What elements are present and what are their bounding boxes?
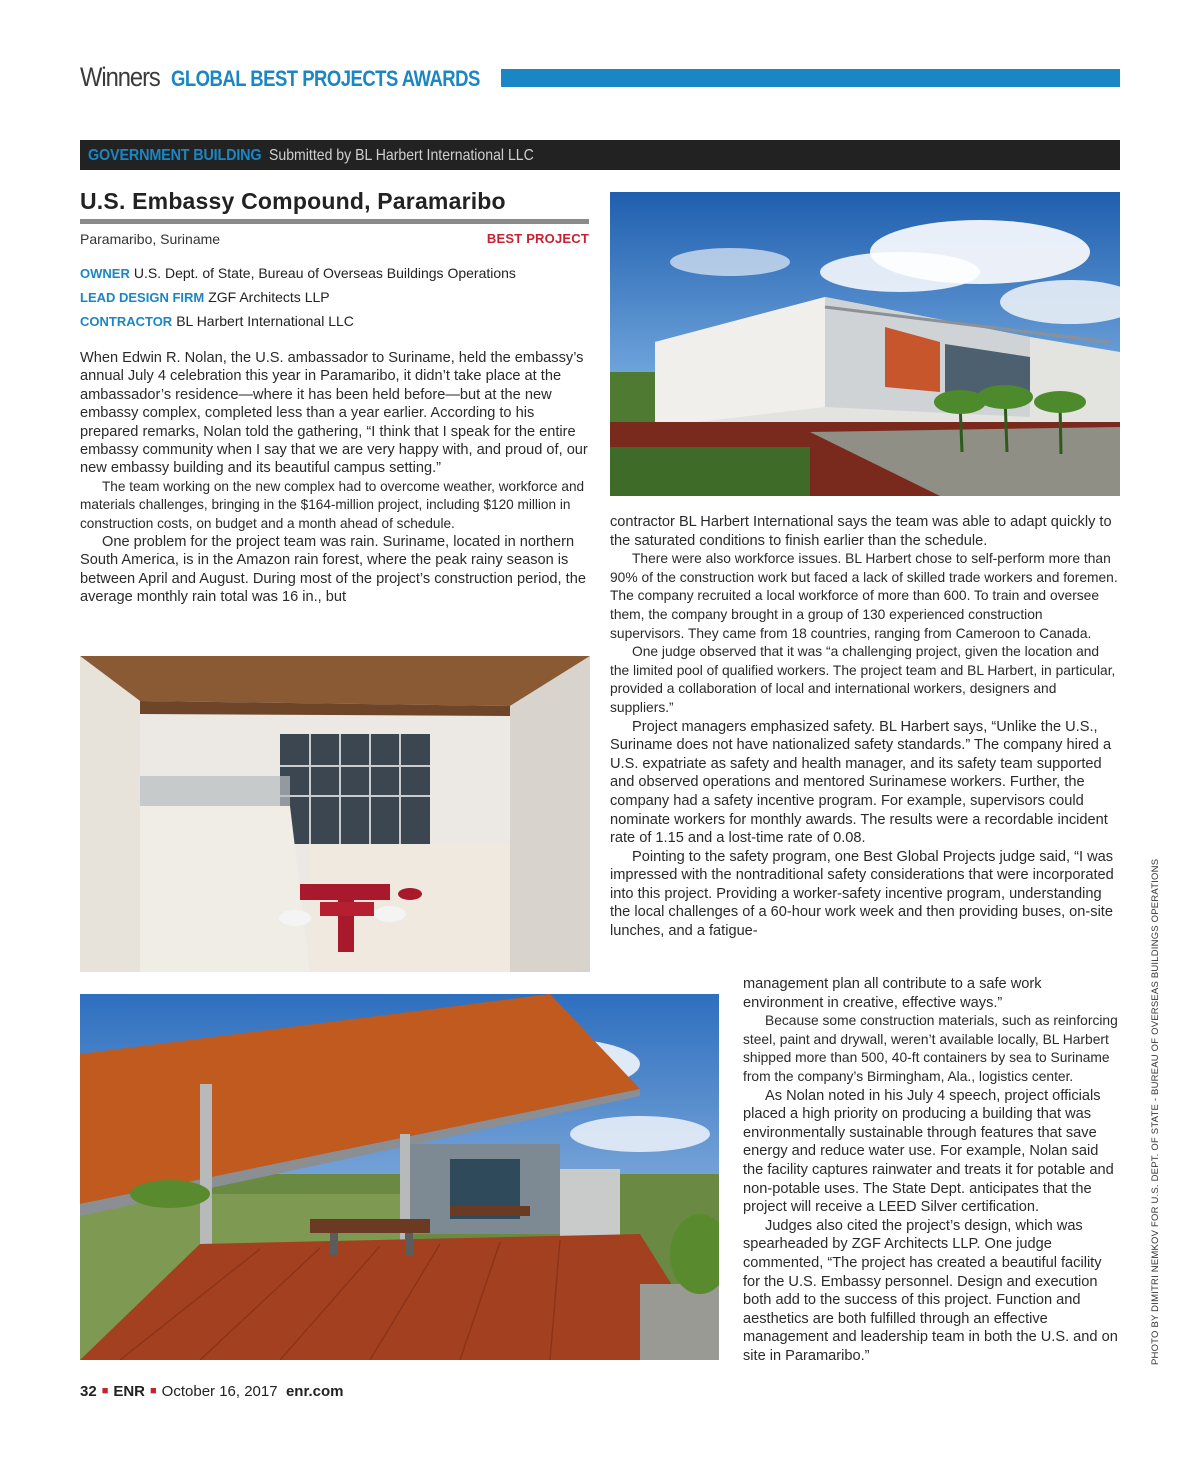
body-column-right-upper xyxy=(610,513,1120,941)
header-awards-title: GLOBAL BEST PROJECTS AWARDS xyxy=(171,66,480,91)
credit-owner xyxy=(80,265,516,281)
photo-atrium-interior xyxy=(80,656,590,972)
credit-value: BL Harbert International LLC xyxy=(176,313,354,329)
credit-label: OWNER xyxy=(80,266,130,281)
category-label: GOVERNMENT BUILDING xyxy=(88,147,262,164)
award-badge: BEST PROJECT xyxy=(486,231,589,246)
site-url[interactable]: enr.com xyxy=(285,1383,344,1400)
photo-embassy-exterior xyxy=(610,192,1120,496)
body-paragraph: One problem for the project team was rain. Suriname, located in northern South America, is in the Amazon rain forest, where the peak rainy season is between April and August. During most of the project’s construction period, the average monthly rain total was 16 in., but xyxy=(80,534,586,606)
issue-date: October 16, 2017 xyxy=(161,1383,278,1400)
title-rule xyxy=(80,219,589,224)
credit-contractor xyxy=(80,313,354,329)
project-location: Paramaribo, Suriname xyxy=(80,231,221,247)
body-paragraph: There were also workforce issues. BL Harbert chose to self-perform more than 90% of the construction work but faced a lack of skilled trade workers and foremen. The company recruited a local workforce of more than 600. To train and oversee them, the company brought in a group of 130 experienced construction supervisors. They came from 18 countries, ranging from Cameroon to Canada. xyxy=(610,551,1118,641)
page-number: 32 xyxy=(80,1383,97,1400)
category-bar xyxy=(80,140,1120,170)
body-paragraph: contractor BL Harbert International says the team was able to adapt quickly to the saturated conditions to finish earlier than the schedule. xyxy=(610,514,1112,549)
body-paragraph: management plan all contribute to a safe work environment in creative, effective ways.” xyxy=(743,976,1042,1011)
body-paragraph: Project managers emphasized safety. BL Harbert says, “Unlike the U.S., Suriname does not have nationalized safety standards.” The company hired a U.S. expatriate as safety and health manager, and its safety team supported and observed operations and mentored Surinamese workers. Further, the company had a safety incentive program. For example, supervisors could nominate workers for monthly awards. The results were a recordable incident rate of 1.15 and a lost-time rate of 0.08. xyxy=(610,718,1112,847)
credit-label: LEAD DESIGN FIRM xyxy=(80,290,205,305)
body-column-left xyxy=(80,349,589,607)
credit-value: ZGF Architects LLP xyxy=(208,289,330,305)
body-paragraph: Pointing to the safety program, one Best Global Projects judge said, “I was impressed with the nontraditional safety considerations that were incorporated into this project. Providing a worker-safety incentive program, understanding the local challenges of a 60-hour work week and then providing buses, on-site lunches, and a fatigue- xyxy=(610,848,1114,940)
bullet-icon: ■ xyxy=(150,1385,157,1397)
header-accent-bar xyxy=(501,69,1120,87)
body-paragraph: As Nolan noted in his July 4 speech, project officials placed a high priority on producing a building that was environmentally sustainable through features that save energy and reduce water use. For example, Nolan said the facility captures rainwater and treats it for potable and non-potable uses. The State Dept. anticipates that the project will receive a LEED Silver certification. xyxy=(743,1087,1114,1216)
project-title: U.S. Embassy Compound, Paramaribo xyxy=(80,188,506,214)
credit-value: U.S. Dept. of State, Bureau of Overseas Buildings Operations xyxy=(133,265,516,281)
body-paragraph: Because some construction materials, such as reinforcing steel, paint and drywall, weren’t available locally, BL Harbert shipped more than 500, 40-ft containers by sea to Suriname from the company’s Birmingham, Ala., logistics center. xyxy=(743,1013,1118,1084)
bullet-icon: ■ xyxy=(101,1385,109,1397)
photo-credit: PHOTO BY DIMITRI NEMKOV FOR U.S. DEPT. OF STATE - BUREAU OF OVERSEAS BUILDINGS OPERATIONS xyxy=(1150,858,1161,1365)
page-footer xyxy=(80,1383,343,1400)
photo-canopy-patio xyxy=(80,994,719,1360)
body-paragraph: The team working on the new complex had to overcome weather, workforce and materials challenges, bringing in the $164-million project, including $120 million in construction costs, on budget and a month ahead of schedule. xyxy=(80,478,585,531)
body-column-right-lower xyxy=(743,975,1120,1365)
credit-design-firm xyxy=(80,289,330,305)
header-winners: Winners xyxy=(80,62,160,92)
credit-label: CONTRACTOR xyxy=(80,314,173,329)
submitted-by: Submitted by BL Harbert International LLC xyxy=(269,147,534,164)
body-paragraph: Judges also cited the project’s design, which was spearheaded by ZGF Architects LLP. One judge commented, “The project has created a beautiful facility for the U.S. Embassy personnel. Design and execution both add to the success of this project. Function and aesthetics are both fulfilled through an effective management and leadership team in both the U.S. and on site in Paramaribo.” xyxy=(743,1217,1118,1364)
page-header xyxy=(80,60,1120,100)
body-paragraph: One judge observed that it was “a challenging project, given the location and the limited pool of qualified workers. The project team and BL Harbert, in particular, provided a collaboration of local and international workers, designers and suppliers.” xyxy=(610,644,1116,715)
magazine-name: ENR xyxy=(113,1383,146,1400)
body-paragraph: When Edwin R. Nolan, the U.S. ambassador to Suriname, held the embassy’s annual July 4 celebration this year in Paramaribo, it didn’t take place at the ambassador’s residence—where it has been held before—but at the new embassy complex, completed less than a year earlier. According to his prepared remarks, Nolan told the gathering, “I think that I speak for the entire embassy community when I say that we are very happy with, and proud of, our new embassy building and its beautiful campus setting.” xyxy=(80,350,588,477)
